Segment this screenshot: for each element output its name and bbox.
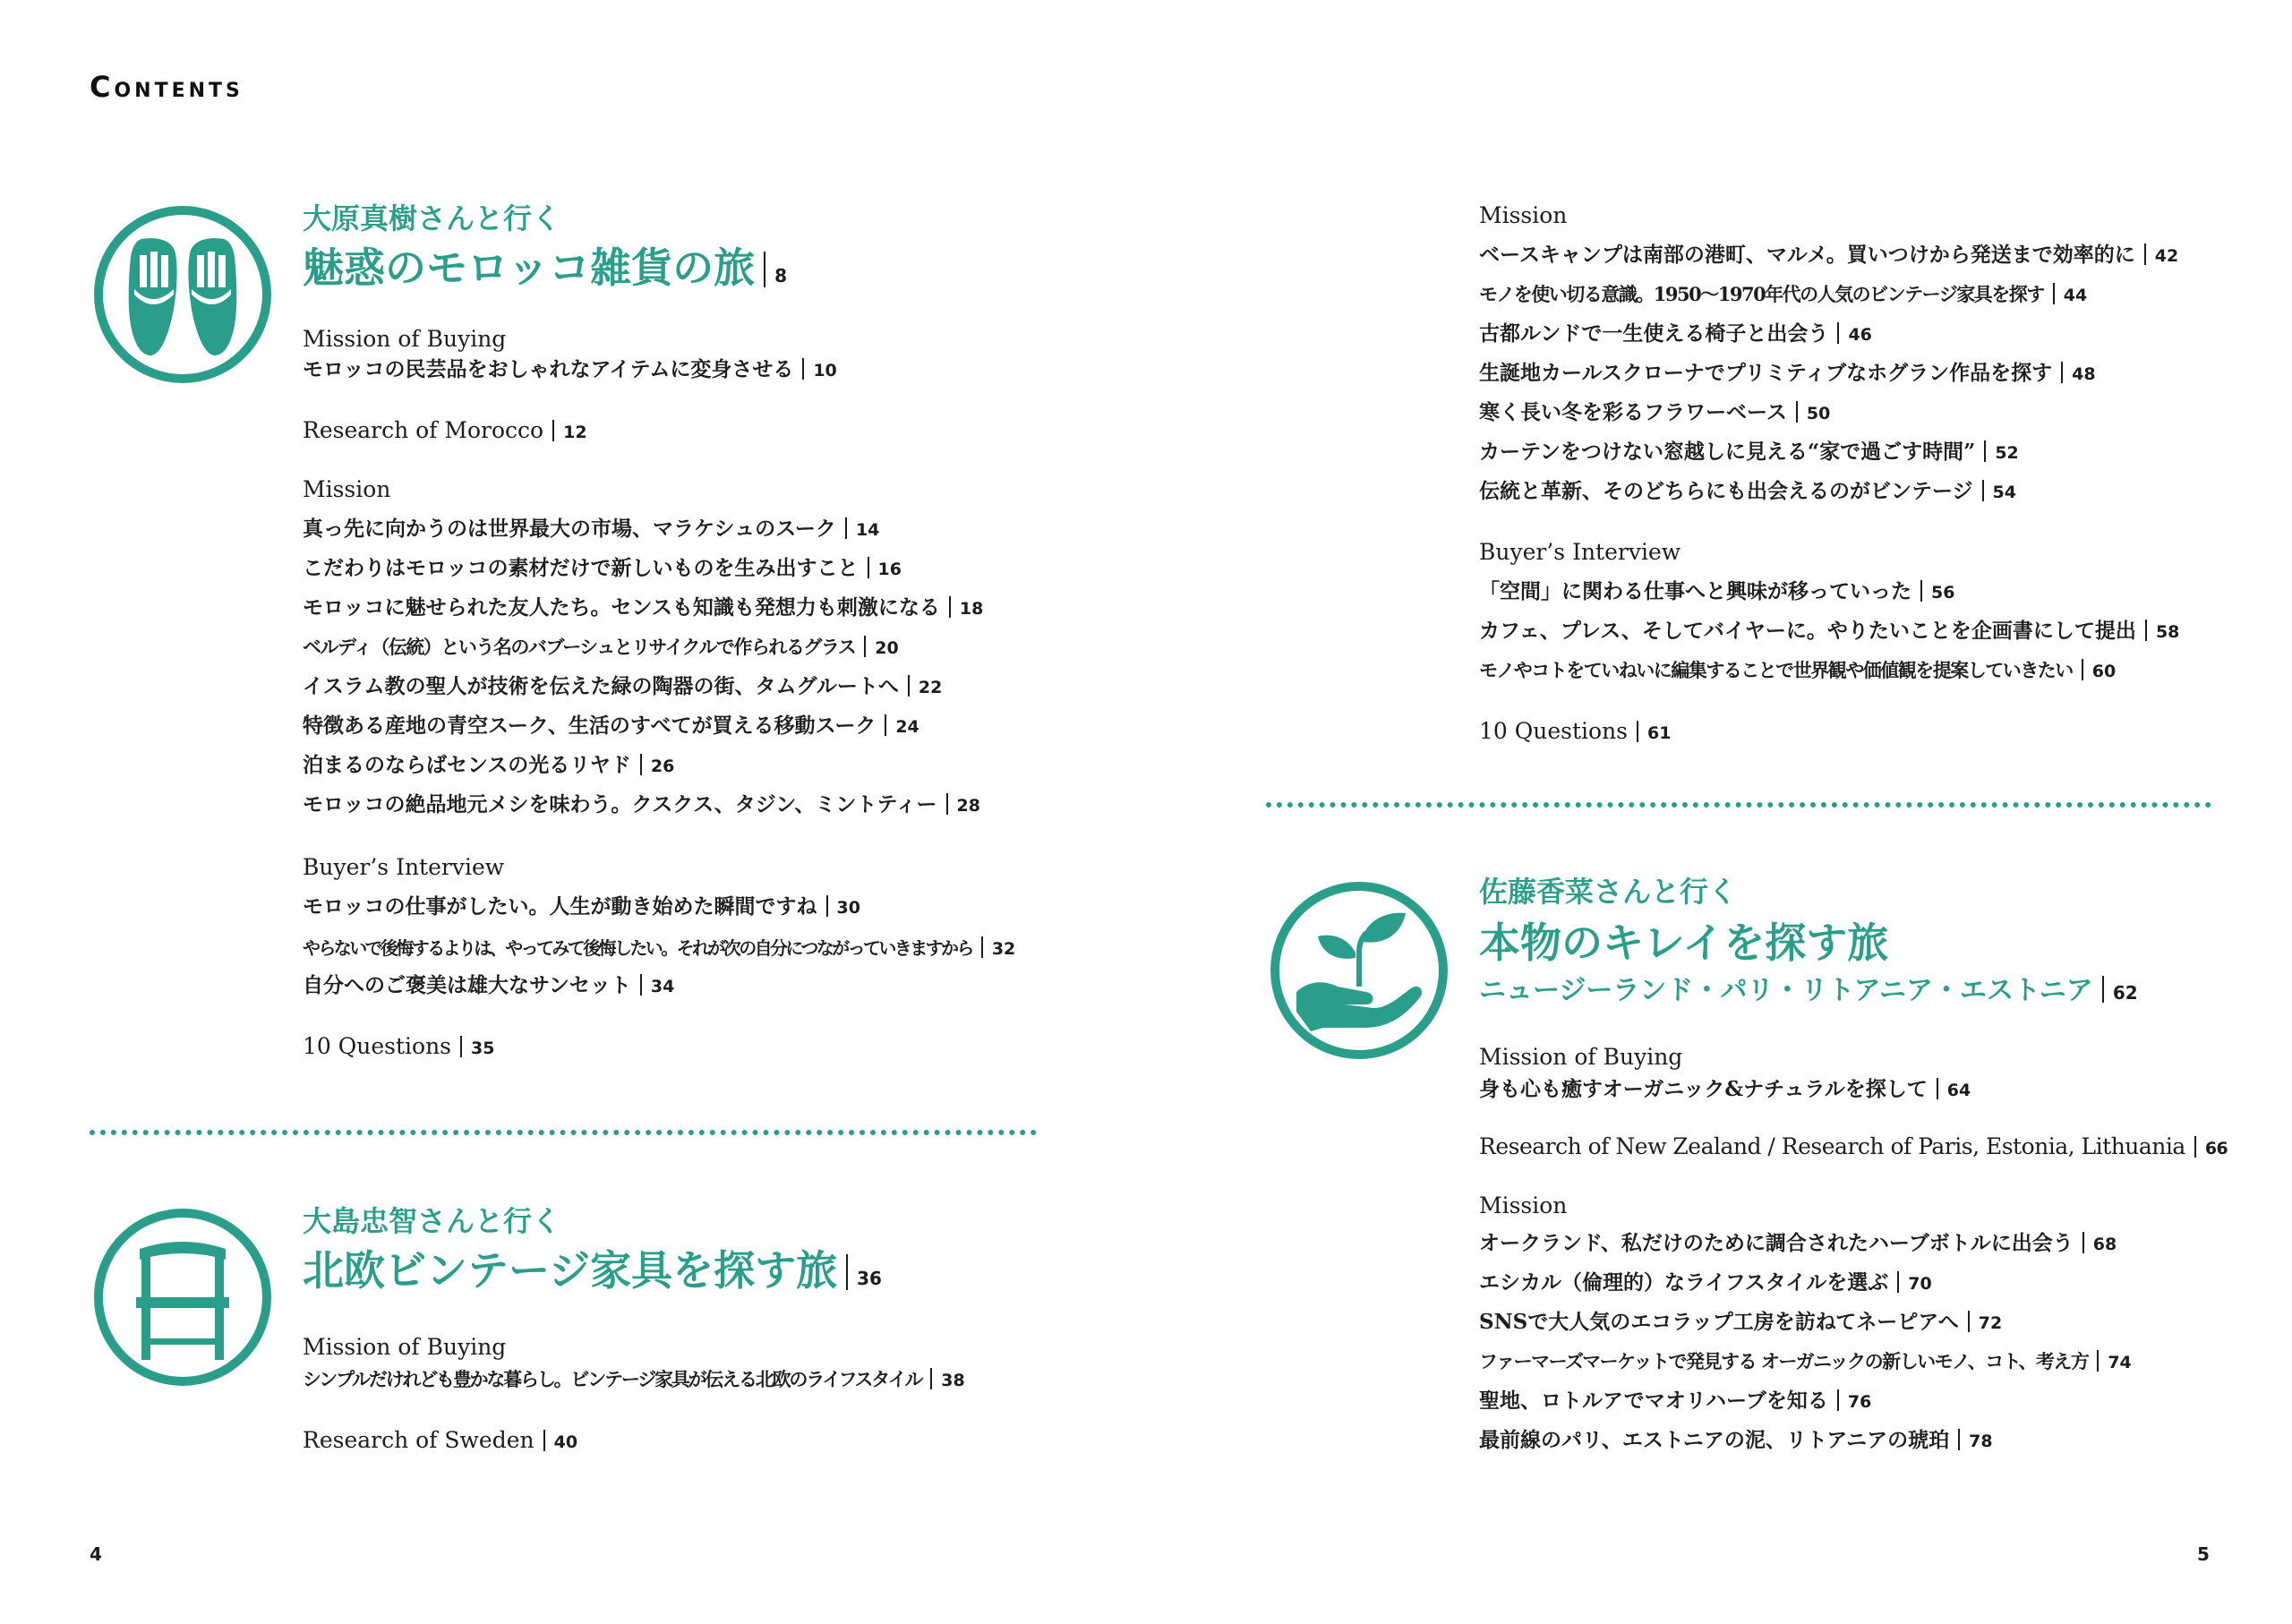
entry-text: SNSで大人気のエコラップ工房を訪ねてネーピアへ — [1479, 1310, 1959, 1334]
page-number: 74 — [2108, 1353, 2132, 1372]
morocco-title-row[interactable] — [303, 244, 788, 292]
page-number: 26 — [650, 756, 675, 776]
page-number: 76 — [1847, 1392, 1872, 1412]
divider — [543, 1430, 545, 1451]
page-number: 40 — [553, 1432, 578, 1452]
entry-text: 10 Questions — [1479, 718, 1629, 744]
entry-text: こだわりはモロッコの素材だけで新しいものを生み出すこと — [303, 556, 859, 580]
divider — [1937, 1078, 1938, 1099]
divider — [1968, 1311, 1970, 1332]
page-number: 30 — [836, 898, 860, 918]
divider — [981, 936, 983, 958]
entry-text: モロッコに魅せられた友人たち。センスも知識も発想力も刺激になる — [303, 595, 940, 620]
toc-entry[interactable] — [303, 895, 860, 917]
page-number: 64 — [1946, 1081, 1971, 1100]
plant-in-hand-icon — [1266, 877, 1452, 1064]
toc-entry[interactable] — [1479, 1271, 1932, 1293]
toc-entry[interactable] — [1479, 580, 1954, 602]
page-number: 68 — [2092, 1235, 2117, 1254]
entry-text: ファーマーズマーケットで発見する オーガニックの新しいモノ、コト、考え方 — [1479, 1350, 2089, 1372]
page-number: 61 — [1647, 723, 1672, 743]
sweden-research-entry[interactable] — [303, 1429, 577, 1451]
sweden-title: 北欧ビンテージ家具を探す旅 — [303, 1246, 838, 1295]
section-divider — [90, 1130, 1037, 1135]
page-number: 70 — [1908, 1274, 1932, 1294]
divider — [908, 675, 910, 697]
entry-text: やらないで後悔するよりは、やってみて後悔したい。それが次の自分につながっていきますから — [303, 937, 972, 959]
morocco-questions-entry[interactable] — [303, 1035, 494, 1057]
page-number: 22 — [918, 678, 943, 697]
divider — [949, 596, 951, 618]
page-number: 14 — [855, 520, 880, 540]
divider — [845, 517, 847, 539]
entry-text: モノやコトをていねいに編集することで世界観や価値観を提案していきたい — [1479, 659, 2073, 681]
toc-entry[interactable] — [303, 1368, 965, 1389]
divider — [1920, 580, 1922, 602]
entry-text: 聖地、ロトルアでマオリハーブを知る — [1479, 1389, 1828, 1413]
page-number: 60 — [2091, 662, 2117, 681]
toc-entry[interactable] — [1479, 1078, 1971, 1099]
entry-text: モロッコの仕事がしたい。人生が動き始めた瞬間ですね — [303, 894, 817, 919]
page-number: 36 — [857, 1268, 882, 1289]
entry-text: 10 Questions — [303, 1033, 452, 1059]
entry-text: エシカル（倫理的）なライフスタイルを選ぶ — [1479, 1270, 1889, 1295]
page-number: 58 — [2155, 622, 2180, 642]
entry-text: 身も心も癒すオーガニック&ナチュラルを探して — [1479, 1077, 1928, 1101]
morocco-title: 魅惑のモロッコ雑貨の旅 — [303, 244, 756, 292]
toc-entry[interactable] — [1479, 440, 2019, 462]
entry-text: Research of New Zealand / Research of Paris, Estonia, Lithuania — [1479, 1133, 2185, 1159]
page-number: 20 — [875, 638, 899, 658]
toc-entry[interactable] — [1479, 322, 1872, 344]
toc-entry[interactable] — [1479, 659, 2116, 680]
page-number: 72 — [1978, 1313, 2003, 1333]
toc-entry[interactable] — [1479, 401, 1830, 423]
entry-text: オークランド、私だけのために調合されたハーブボトルに出会う — [1479, 1231, 2074, 1255]
entry-text: 「空間」に関わる仕事へと興味が移っていった — [1479, 579, 1911, 603]
chair-icon — [90, 1204, 276, 1390]
toc-entry[interactable] — [1479, 480, 2016, 501]
sweden-mission-of-buying-heading: Mission of Buying — [303, 1334, 507, 1360]
morocco-research-entry[interactable] — [303, 419, 587, 441]
page-number: 12 — [563, 423, 587, 442]
divider — [1837, 322, 1839, 344]
entry-text: イスラム教の聖人が技術を伝えた緑の陶器の街、タムグルートへ — [303, 674, 899, 698]
toc-entry[interactable] — [303, 517, 879, 539]
divider — [460, 1036, 462, 1057]
page-number: 44 — [2063, 286, 2088, 305]
divider — [1837, 1389, 1839, 1411]
page-number: 10 — [813, 361, 837, 380]
divider — [885, 714, 886, 736]
page-number: 38 — [941, 1371, 965, 1390]
entry-text: シンプルだけれども豊かな暮らし。ビンテージ家具が伝える北欧のライフスタイル — [303, 1368, 922, 1390]
sweden-title-row[interactable] — [303, 1246, 882, 1295]
nz-research-entry[interactable] — [1479, 1135, 2228, 1158]
divider — [846, 1254, 848, 1290]
toc-entry[interactable] — [1479, 1350, 2132, 1372]
divider — [802, 358, 804, 380]
page-number: 8 — [774, 265, 788, 286]
divider — [1796, 401, 1798, 423]
divider — [2194, 1136, 2196, 1158]
entry-text: カーテンをつけない窓越しに見える“家で過ごす時間” — [1479, 440, 1976, 464]
page-number: 50 — [1806, 404, 1831, 423]
entry-text: 生誕地カールスクローナでプリミティブなホグラン作品を探す — [1479, 361, 2053, 385]
toc-entry[interactable] — [1479, 1232, 2117, 1253]
divider — [826, 895, 828, 917]
slippers-icon — [90, 201, 276, 388]
page-number: 66 — [2204, 1139, 2228, 1158]
section-divider — [1266, 802, 2211, 808]
divider — [864, 636, 866, 657]
page-number: 62 — [2112, 982, 2138, 1004]
divider — [2082, 659, 2083, 680]
divider — [1897, 1271, 1899, 1293]
entry-text: モノを使い切る意識。1950～1970年代の人気のビンテージ家具を探す — [1479, 283, 2044, 305]
entry-text: 自分へのご褒美は雄大なサンセット — [303, 973, 631, 997]
sweden-mission-heading: Mission — [1479, 202, 1568, 228]
divider — [1982, 480, 1984, 501]
nz-region: ニュージーランド・パリ・リトアニア・エストニア — [1479, 975, 2093, 1006]
divider — [2082, 1232, 2084, 1253]
divider — [1958, 1429, 1960, 1450]
toc-entry[interactable] — [1479, 1429, 1993, 1450]
page-number: 78 — [1969, 1432, 1993, 1451]
divider — [868, 557, 869, 578]
page-number: 56 — [1931, 583, 1955, 603]
divider — [2097, 1350, 2099, 1372]
toc-entry[interactable] — [303, 557, 902, 578]
nz-mission-of-buying-heading: Mission of Buying — [1479, 1044, 1683, 1070]
toc-entry[interactable] — [1479, 362, 2096, 383]
page-number: 35 — [471, 1039, 495, 1058]
entry-text: 伝統と革新、そのどちらにも出会えるのがビンテージ — [1479, 479, 1973, 503]
contents-heading: Contents — [90, 70, 244, 104]
toc-entry[interactable] — [303, 596, 983, 618]
divider — [640, 974, 642, 996]
morocco-icon-wrap — [90, 201, 276, 391]
page-number-right: 5 — [2197, 1543, 2210, 1565]
page-number: 28 — [956, 796, 980, 816]
entry-text: Research of Morocco — [303, 417, 544, 443]
sweden-icon-wrap — [90, 1204, 276, 1394]
page-number: 48 — [2072, 364, 2096, 384]
page-number: 42 — [2154, 246, 2179, 266]
entry-text: カフェ、プレス、そしてバイヤーに。やりたいことを企画書にして提出 — [1479, 619, 2136, 643]
entry-text: 最前線のパリ、エストニアの泥、リトアニアの琥珀 — [1479, 1428, 1950, 1452]
entry-text: ベースキャンプは南部の港町、マルメ。買いつけから発送まで効率的に — [1479, 243, 2135, 267]
page-number: 16 — [877, 560, 902, 579]
sweden-interview-heading: Buyer’s Interview — [1479, 539, 1681, 565]
divider — [640, 754, 642, 775]
entry-text: モロッコの民芸品をおしゃれなアイテムに変身させる — [303, 357, 794, 381]
page-number: 34 — [650, 977, 675, 996]
page-number: 52 — [1995, 443, 2019, 463]
entry-text: 泊まるのならばセンスの光るリヤド — [303, 753, 631, 777]
morocco-mission-of-buying-heading: Mission of Buying — [303, 326, 507, 352]
page-number-left: 4 — [90, 1543, 102, 1565]
toc-entry[interactable] — [1479, 1311, 2002, 1332]
sweden-questions-entry[interactable] — [1479, 720, 1671, 742]
toc-entry[interactable] — [303, 754, 674, 775]
divider — [1984, 440, 1986, 462]
toc-entry[interactable] — [303, 675, 942, 697]
divider — [1637, 721, 1638, 742]
toc-entry[interactable] — [1479, 1389, 1871, 1411]
divider — [2053, 283, 2055, 304]
toc-entry[interactable] — [303, 636, 899, 657]
divider — [764, 252, 765, 287]
toc-entry[interactable] — [1479, 283, 2087, 304]
toc-entry[interactable] — [303, 358, 837, 380]
sweden-subtitle: 大島忠智さんと行く — [303, 1204, 561, 1238]
page-number: 54 — [1992, 483, 2016, 502]
toc-entry[interactable] — [303, 793, 980, 815]
divider — [2061, 362, 2063, 383]
entry-text: 古都ルンドで一生使える椅子と出会う — [1479, 321, 1829, 346]
toc-entry[interactable] — [303, 714, 919, 736]
divider — [930, 1368, 932, 1389]
morocco-mission-heading: Mission — [303, 476, 391, 502]
morocco-subtitle: 大原真樹さんと行く — [303, 201, 561, 235]
page-number: 24 — [895, 717, 919, 737]
page-number: 18 — [959, 599, 984, 619]
entry-text: Research of Sweden — [303, 1427, 535, 1453]
entry-text: 寒く長い冬を彩るフラワーベース — [1479, 400, 1787, 424]
morocco-interview-heading: Buyer’s Interview — [303, 854, 505, 880]
nz-mission-heading: Mission — [1479, 1192, 1568, 1218]
divider — [2145, 620, 2147, 641]
nz-title: 本物のキレイを探す旅 — [1479, 919, 1889, 967]
divider — [2102, 976, 2104, 1003]
nz-region-row[interactable] — [1479, 976, 2138, 1004]
toc-entry[interactable] — [303, 974, 674, 996]
page-number: 46 — [1848, 325, 1872, 345]
entry-text: ベルディ（伝統）という名のバブーシュとリサイクルで作られるグラス — [303, 636, 856, 658]
toc-entry[interactable] — [1479, 620, 2179, 641]
divider — [552, 420, 554, 441]
entry-text: 特徴ある産地の青空スーク、生活のすべてが買える移動スーク — [303, 714, 877, 738]
nz-icon-wrap — [1266, 877, 1452, 1067]
divider — [946, 793, 948, 815]
divider — [2144, 244, 2146, 265]
toc-entry[interactable] — [1479, 244, 2178, 265]
entry-text: 真っ先に向かうのは世界最大の市場、マラケシュのスーク — [303, 517, 836, 541]
page-number: 32 — [991, 939, 1016, 959]
toc-entry[interactable] — [303, 936, 1015, 958]
nz-subtitle: 佐藤香菜さんと行く — [1479, 875, 1738, 909]
entry-text: モロッコの絶品地元メシを味わう。クスクス、タジン、ミントティー — [303, 792, 937, 816]
